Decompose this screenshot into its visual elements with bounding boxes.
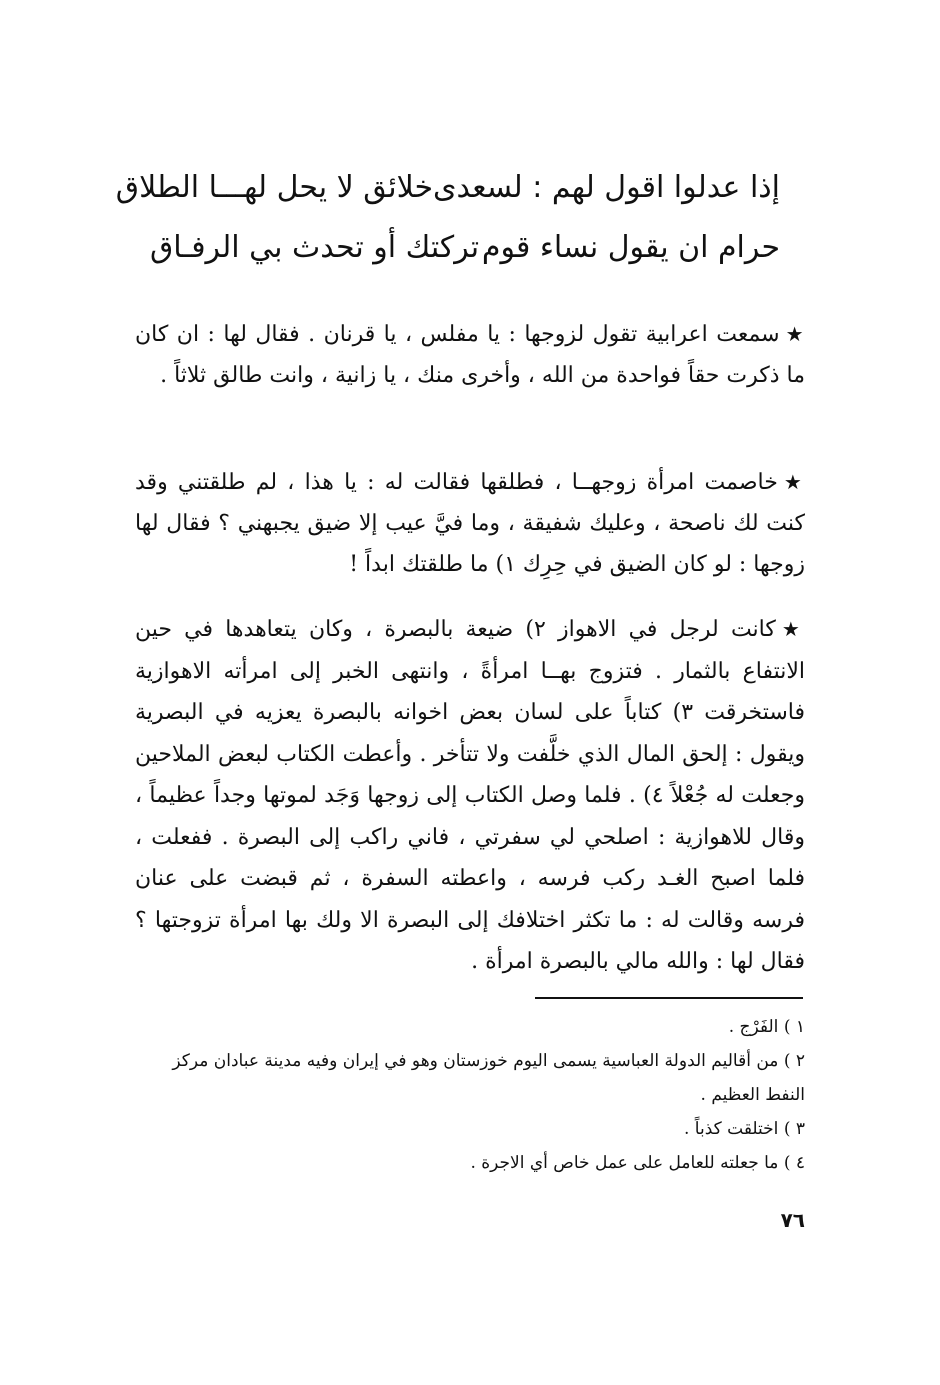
anecdote-paragraph: [135, 609, 805, 983]
verse-second-hemistich: خلائق لا يحل لهـــا الطلاق: [115, 169, 434, 205]
star-icon: ★: [781, 617, 805, 641]
star-icon: ★: [783, 470, 805, 494]
footnote-marker: ٣ ): [783, 1119, 805, 1139]
paragraph-text: سمعت اعرابية تقول لزوجها : يا مفلس ، يا قرنان . فقال لها : ان كان ما ذكرت حقاً فواحدة من الله ، وأخرى منك ، يا زانية ، وانت طالق ثلاثاً .: [135, 322, 805, 388]
footnote-text: من أقاليم الدولة العباسية يسمى اليوم خوزستان وهو في إيران وفيه مدينة عبادان مركز النفط العظيم .: [172, 1051, 805, 1105]
footnote-marker: ٤ ): [783, 1153, 805, 1173]
footnote-marker: ١ ): [783, 1017, 805, 1037]
footnote-text: الفَرْج .: [728, 1017, 779, 1037]
verse-second-hemistich: تركتك أو تحدث بي الرفـاق: [150, 229, 480, 265]
page-number: ٧٦: [780, 1208, 805, 1232]
verse-first-hemistich: حرام ان يقول نساء قوم: [481, 229, 780, 265]
footnotes-list: [135, 1010, 805, 1180]
footnote: [135, 1044, 805, 1112]
footnote: [135, 1010, 805, 1044]
footnote: [135, 1146, 805, 1180]
anecdote-paragraph: [135, 314, 805, 396]
star-icon: ★: [785, 322, 805, 346]
footnote-marker: ٢ ): [783, 1051, 805, 1071]
footnote-divider: [535, 997, 803, 999]
paragraph-text: خاصمت امرأة زوجهــا ، فطلقها فقالت له : يا هذا ، لم طلقتني وقد كنت لك ناصحة ، وعليك شفيقة ، وما فيَّ عيب إلا ضيق يجبهني ؟ فقال لها زوجها : لو كان الضيق في حِرِك ١) ما طلقتك ابداً !: [135, 470, 805, 577]
paragraph-text: كانت لرجل في الاهواز ٢) ضيعة بالبصرة ، وكان يتعاهدها في حين الانتفاع بالثمار . فتزوج بهــا امرأةً ، وانتهى الخبر إلى امرأته الاهوازية فاستخرقت ٣) كتاباً على لسان بعض اخوانه بالبصرة يعزيه في البصرية ويقول : إلحق المال الذي خلَّفت ولا تتأخر . وأعطت الكتاب لبعض الملاحين وجعلت له جُعْلاً ٤) . فلما وصل الكتاب إلى زوجها وَجَد لموتها وجداً عظيماً ، وقال للاهوازية : اصلحي لي سفرتي ، فاني راكب إلى البصرة . ففعلت ، فلما اصبح الغـد ركب فرسه ، واعطته السفرة ، ثم قبضت على عنان فرسه وقالت له : ما تكثر اختلافك إلى البصرة الا ولك بها امرأة تزوجتها ؟ فقال لها : والله مالي بالبصرة امرأة .: [135, 617, 805, 974]
footnote-text: اختلقت كذباً .: [683, 1119, 779, 1139]
poem-verse: [150, 222, 780, 272]
footnote: [135, 1112, 805, 1146]
verse-first-hemistich: إذا عدلوا اقول لهم : لسعدى: [433, 169, 780, 205]
anecdote-paragraph: [135, 462, 805, 585]
poem-verse: [115, 162, 780, 212]
footnote-text: ما جعلته للعامل على عمل خاص أي الاجرة .: [470, 1153, 779, 1173]
